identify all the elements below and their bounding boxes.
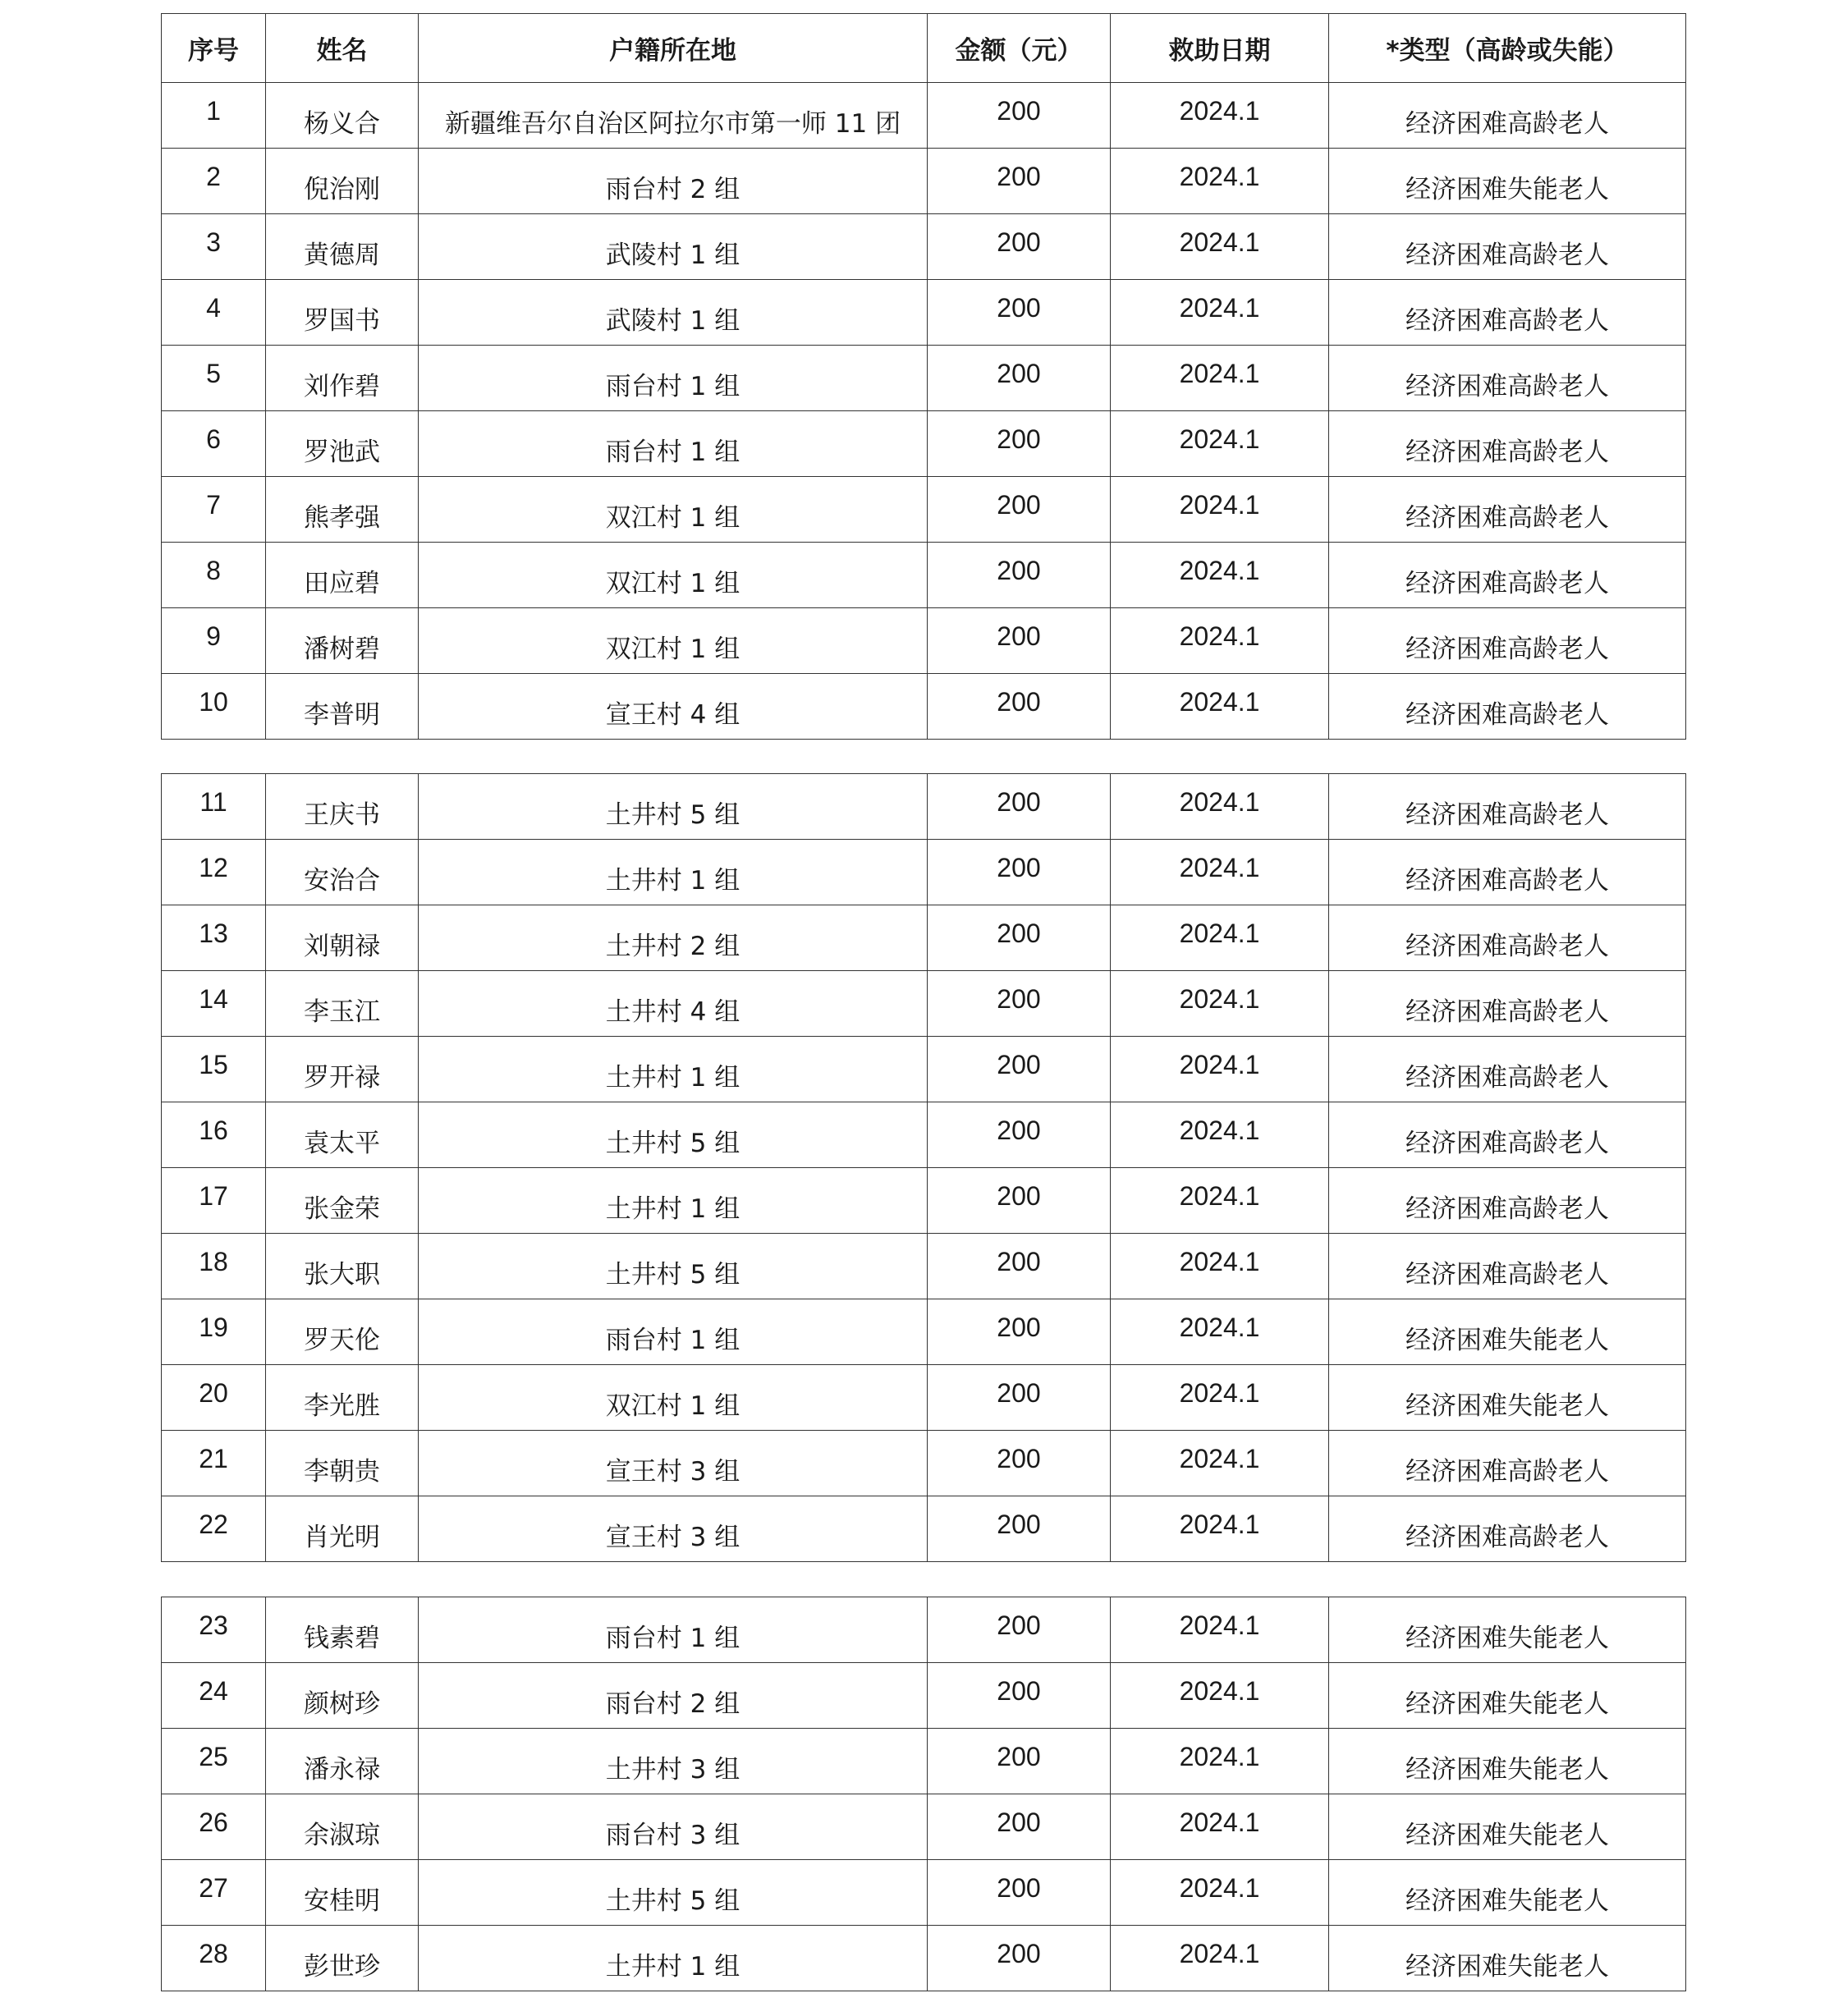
cell-name: 颜树珍 [266, 1663, 419, 1729]
table-row [162, 905, 1686, 971]
cell-index: 28 [162, 1926, 266, 1991]
cell-amount: 200 [928, 608, 1111, 674]
table-row [162, 1663, 1686, 1729]
header-name: 姓名 [266, 14, 419, 83]
cell-type: 经济困难失能老人 [1329, 149, 1686, 214]
cell-amount: 200 [928, 83, 1111, 149]
table-row [162, 971, 1686, 1037]
cell-name: 余淑琼 [266, 1794, 419, 1860]
cell-index: 3 [162, 214, 266, 280]
table-row [162, 1431, 1686, 1496]
cell-residence: 土井村 4 组 [419, 971, 928, 1037]
cell-date: 2024.1 [1111, 774, 1329, 840]
cell-name: 李玉江 [266, 971, 419, 1037]
cell-residence: 雨台村 2 组 [419, 149, 928, 214]
cell-type: 经济困难失能老人 [1329, 1365, 1686, 1431]
cell-name: 张金荣 [266, 1168, 419, 1234]
cell-index: 6 [162, 411, 266, 477]
cell-type: 经济困难失能老人 [1329, 1663, 1686, 1729]
table-row [162, 840, 1686, 905]
cell-residence: 雨台村 3 组 [419, 1794, 928, 1860]
header-amount: 金额（元） [928, 14, 1111, 83]
cell-name: 熊孝强 [266, 477, 419, 543]
cell-type: 经济困难高龄老人 [1329, 346, 1686, 411]
cell-type: 经济困难失能老人 [1329, 1794, 1686, 1860]
cell-type: 经济困难失能老人 [1329, 1860, 1686, 1926]
cell-amount: 200 [928, 280, 1111, 346]
table-row [162, 346, 1686, 411]
cell-date: 2024.1 [1111, 149, 1329, 214]
cell-name: 安桂明 [266, 1860, 419, 1926]
table-row [162, 83, 1686, 149]
cell-residence: 土井村 5 组 [419, 1102, 928, 1168]
cell-name: 李光胜 [266, 1365, 419, 1431]
cell-index: 22 [162, 1496, 266, 1562]
cell-name: 罗天伦 [266, 1299, 419, 1365]
cell-type: 经济困难高龄老人 [1329, 1234, 1686, 1299]
cell-index: 2 [162, 149, 266, 214]
cell-index: 9 [162, 608, 266, 674]
cell-amount: 200 [928, 477, 1111, 543]
cell-amount: 200 [928, 346, 1111, 411]
cell-date: 2024.1 [1111, 1663, 1329, 1729]
cell-date: 2024.1 [1111, 1860, 1329, 1926]
table-row [162, 1365, 1686, 1431]
cell-name: 李朝贵 [266, 1431, 419, 1496]
cell-residence: 宣王村 4 组 [419, 674, 928, 740]
cell-residence: 土井村 5 组 [419, 1234, 928, 1299]
cell-type: 经济困难失能老人 [1329, 1926, 1686, 1991]
cell-date: 2024.1 [1111, 1234, 1329, 1299]
cell-amount: 200 [928, 1597, 1111, 1663]
table-row [162, 608, 1686, 674]
cell-name: 李普明 [266, 674, 419, 740]
cell-amount: 200 [928, 1365, 1111, 1431]
table-row [162, 1597, 1686, 1663]
table-header [162, 14, 1686, 83]
cell-date: 2024.1 [1111, 1496, 1329, 1562]
cell-type: 经济困难高龄老人 [1329, 280, 1686, 346]
cell-index: 5 [162, 346, 266, 411]
table-row [162, 774, 1686, 840]
cell-type: 经济困难高龄老人 [1329, 214, 1686, 280]
cell-residence: 雨台村 1 组 [419, 346, 928, 411]
table-row [162, 674, 1686, 740]
cell-index: 12 [162, 840, 266, 905]
cell-amount: 200 [928, 1234, 1111, 1299]
cell-residence: 雨台村 1 组 [419, 1597, 928, 1663]
cell-amount: 200 [928, 774, 1111, 840]
cell-date: 2024.1 [1111, 1365, 1329, 1431]
cell-residence: 土井村 1 组 [419, 840, 928, 905]
cell-name: 刘作碧 [266, 346, 419, 411]
cell-amount: 200 [928, 1496, 1111, 1562]
cell-index: 13 [162, 905, 266, 971]
cell-name: 罗国书 [266, 280, 419, 346]
table-row [162, 1102, 1686, 1168]
cell-date: 2024.1 [1111, 346, 1329, 411]
cell-index: 14 [162, 971, 266, 1037]
cell-residence: 土井村 3 组 [419, 1729, 928, 1794]
table-row [162, 411, 1686, 477]
cell-index: 27 [162, 1860, 266, 1926]
table-row [162, 543, 1686, 608]
cell-residence: 宣王村 3 组 [419, 1496, 928, 1562]
table-row [162, 1168, 1686, 1234]
cell-date: 2024.1 [1111, 477, 1329, 543]
cell-amount: 200 [928, 971, 1111, 1037]
cell-name: 罗开禄 [266, 1037, 419, 1102]
cell-date: 2024.1 [1111, 840, 1329, 905]
cell-name: 罗池武 [266, 411, 419, 477]
cell-date: 2024.1 [1111, 1597, 1329, 1663]
cell-amount: 200 [928, 1926, 1111, 1991]
table-row [162, 477, 1686, 543]
cell-name: 袁太平 [266, 1102, 419, 1168]
table-row [162, 280, 1686, 346]
cell-residence: 雨台村 1 组 [419, 411, 928, 477]
cell-amount: 200 [928, 1729, 1111, 1794]
cell-amount: 200 [928, 1663, 1111, 1729]
cell-type: 经济困难高龄老人 [1329, 840, 1686, 905]
cell-residence: 土井村 1 组 [419, 1168, 928, 1234]
cell-name: 肖光明 [266, 1496, 419, 1562]
header-type: *类型（高龄或失能） [1329, 14, 1686, 83]
cell-name: 刘朝禄 [266, 905, 419, 971]
cell-type: 经济困难高龄老人 [1329, 674, 1686, 740]
cell-type: 经济困难高龄老人 [1329, 83, 1686, 149]
cell-type: 经济困难高龄老人 [1329, 608, 1686, 674]
cell-residence: 土井村 5 组 [419, 1860, 928, 1926]
cell-index: 16 [162, 1102, 266, 1168]
table-row [162, 1729, 1686, 1794]
cell-amount: 200 [928, 1431, 1111, 1496]
cell-date: 2024.1 [1111, 214, 1329, 280]
cell-date: 2024.1 [1111, 1431, 1329, 1496]
relief-table-section-3 [161, 1597, 1686, 1991]
cell-name: 彭世珍 [266, 1926, 419, 1991]
cell-date: 2024.1 [1111, 411, 1329, 477]
cell-index: 21 [162, 1431, 266, 1496]
cell-type: 经济困难高龄老人 [1329, 543, 1686, 608]
cell-index: 4 [162, 280, 266, 346]
cell-residence: 双江村 1 组 [419, 1365, 928, 1431]
table-row [162, 1234, 1686, 1299]
cell-date: 2024.1 [1111, 1729, 1329, 1794]
cell-type: 经济困难高龄老人 [1329, 1431, 1686, 1496]
cell-name: 安治合 [266, 840, 419, 905]
table-body [162, 1597, 1686, 1991]
cell-type: 经济困难失能老人 [1329, 1597, 1686, 1663]
cell-date: 2024.1 [1111, 1926, 1329, 1991]
cell-name: 倪治刚 [266, 149, 419, 214]
cell-amount: 200 [928, 905, 1111, 971]
header-index: 序号 [162, 14, 266, 83]
cell-type: 经济困难高龄老人 [1329, 477, 1686, 543]
cell-amount: 200 [928, 1168, 1111, 1234]
cell-amount: 200 [928, 1860, 1111, 1926]
cell-name: 潘永禄 [266, 1729, 419, 1794]
cell-type: 经济困难高龄老人 [1329, 1037, 1686, 1102]
table-row [162, 214, 1686, 280]
cell-type: 经济困难失能老人 [1329, 1299, 1686, 1365]
cell-date: 2024.1 [1111, 905, 1329, 971]
cell-index: 7 [162, 477, 266, 543]
cell-date: 2024.1 [1111, 1299, 1329, 1365]
cell-type: 经济困难高龄老人 [1329, 1102, 1686, 1168]
cell-residence: 双江村 1 组 [419, 608, 928, 674]
cell-residence: 雨台村 2 组 [419, 1663, 928, 1729]
cell-amount: 200 [928, 149, 1111, 214]
relief-table-section-2 [161, 773, 1686, 1562]
cell-date: 2024.1 [1111, 1037, 1329, 1102]
table-row [162, 1299, 1686, 1365]
cell-residence: 双江村 1 组 [419, 477, 928, 543]
table-row [162, 149, 1686, 214]
cell-date: 2024.1 [1111, 1794, 1329, 1860]
cell-amount: 200 [928, 1299, 1111, 1365]
cell-date: 2024.1 [1111, 280, 1329, 346]
cell-name: 王庆书 [266, 774, 419, 840]
cell-type: 经济困难高龄老人 [1329, 971, 1686, 1037]
cell-index: 10 [162, 674, 266, 740]
cell-index: 19 [162, 1299, 266, 1365]
cell-index: 8 [162, 543, 266, 608]
cell-type: 经济困难高龄老人 [1329, 905, 1686, 971]
cell-amount: 200 [928, 840, 1111, 905]
cell-residence: 宣王村 3 组 [419, 1431, 928, 1496]
header-row [162, 14, 1686, 83]
table-row [162, 1037, 1686, 1102]
cell-name: 张大职 [266, 1234, 419, 1299]
cell-index: 23 [162, 1597, 266, 1663]
table-row [162, 1496, 1686, 1562]
cell-index: 15 [162, 1037, 266, 1102]
table-row [162, 1926, 1686, 1991]
cell-name: 钱素碧 [266, 1597, 419, 1663]
cell-type: 经济困难高龄老人 [1329, 1496, 1686, 1562]
cell-residence: 新疆维吾尔自治区阿拉尔市第一师 11 团 [419, 83, 928, 149]
table-row [162, 1860, 1686, 1926]
cell-residence: 武陵村 1 组 [419, 280, 928, 346]
cell-residence: 土井村 2 组 [419, 905, 928, 971]
cell-index: 20 [162, 1365, 266, 1431]
cell-name: 黄德周 [266, 214, 419, 280]
cell-date: 2024.1 [1111, 1168, 1329, 1234]
table-body [162, 83, 1686, 740]
cell-residence: 土井村 1 组 [419, 1037, 928, 1102]
cell-index: 24 [162, 1663, 266, 1729]
cell-name: 田应碧 [266, 543, 419, 608]
cell-name: 潘树碧 [266, 608, 419, 674]
cell-amount: 200 [928, 674, 1111, 740]
header-date: 救助日期 [1111, 14, 1329, 83]
cell-residence: 土井村 1 组 [419, 1926, 928, 1991]
cell-type: 经济困难高龄老人 [1329, 774, 1686, 840]
table-row [162, 1794, 1686, 1860]
cell-amount: 200 [928, 1037, 1111, 1102]
cell-type: 经济困难高龄老人 [1329, 411, 1686, 477]
relief-table-section-1 [161, 13, 1686, 740]
header-residence: 户籍所在地 [419, 14, 928, 83]
cell-type: 经济困难高龄老人 [1329, 1168, 1686, 1234]
cell-index: 11 [162, 774, 266, 840]
cell-residence: 雨台村 1 组 [419, 1299, 928, 1365]
cell-name: 杨义合 [266, 83, 419, 149]
cell-index: 25 [162, 1729, 266, 1794]
cell-type: 经济困难失能老人 [1329, 1729, 1686, 1794]
cell-residence: 双江村 1 组 [419, 543, 928, 608]
cell-amount: 200 [928, 214, 1111, 280]
cell-date: 2024.1 [1111, 971, 1329, 1037]
cell-date: 2024.1 [1111, 674, 1329, 740]
cell-date: 2024.1 [1111, 1102, 1329, 1168]
cell-index: 1 [162, 83, 266, 149]
cell-index: 26 [162, 1794, 266, 1860]
cell-date: 2024.1 [1111, 543, 1329, 608]
cell-residence: 土井村 5 组 [419, 774, 928, 840]
table-body [162, 774, 1686, 1562]
cell-residence: 武陵村 1 组 [419, 214, 928, 280]
cell-amount: 200 [928, 1794, 1111, 1860]
cell-amount: 200 [928, 411, 1111, 477]
cell-amount: 200 [928, 543, 1111, 608]
cell-amount: 200 [928, 1102, 1111, 1168]
cell-index: 18 [162, 1234, 266, 1299]
cell-date: 2024.1 [1111, 608, 1329, 674]
cell-date: 2024.1 [1111, 83, 1329, 149]
cell-index: 17 [162, 1168, 266, 1234]
